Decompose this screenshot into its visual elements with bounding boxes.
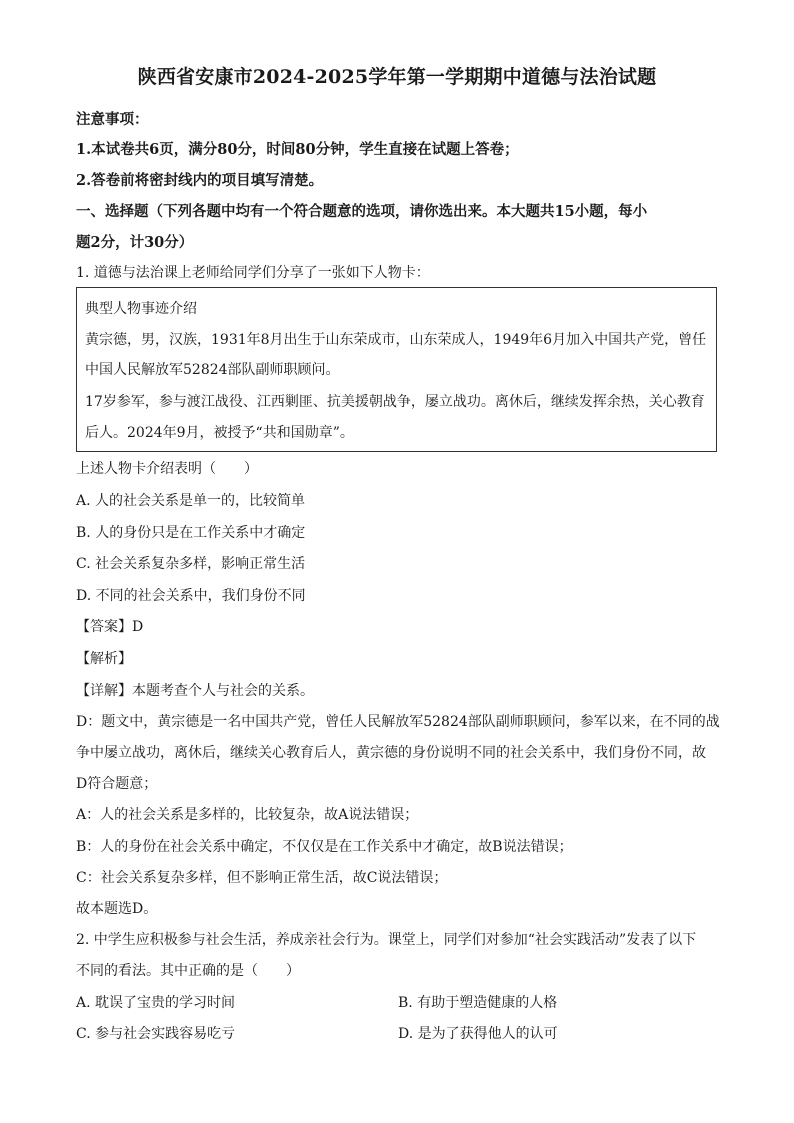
q1-detail-line: B：人的身份在社会关系中确定，不仅仅是在工作关系中才确定，故B说法错误；: [76, 839, 573, 855]
q2-option-a: A. 耽误了宝贵的学习时间: [76, 995, 236, 1011]
page-title: 陕西省安康市2024-2025学年第一学期期中道德与法治试题: [137, 66, 657, 88]
section-heading-line-1: 一、选择题（下列各题中均有一个符合题意的选项，请你选出来。本大题共15小题，每小: [76, 203, 648, 220]
card-line-4: 后人。2024年9月，被授予“共和国勋章”。: [85, 425, 354, 441]
notice-heading: 注意事项：: [76, 111, 149, 128]
q1-detail-line: 【详解】本题考查个人与社会的关系。: [76, 683, 314, 699]
q1-detail-line: 故本题选D。: [76, 901, 158, 917]
section-heading-line-2: 题2分，计30分）: [76, 234, 194, 251]
q2-stem-line-2: 不同的看法。其中正确的是（ ）: [76, 963, 300, 979]
person-card: [76, 287, 717, 452]
card-heading: 典型人物事迹介绍: [85, 301, 197, 317]
card-line-1: 黄宗德，男，汉族，1931年8月出生于山东荣成市，山东荣成人，1949年6月加入中国共产党，曾任: [85, 332, 707, 348]
q1-option-a: A. 人的社会关系是单一的，比较简单: [76, 493, 306, 509]
q1-detail-line: C：社会关系复杂多样，但不影响正常生活，故C说法错误；: [76, 870, 448, 886]
card-line-2: 中国人民解放军52824部队副师职顾问。: [85, 362, 340, 378]
q1-option-b: B. 人的身份只是在工作关系中才确定: [76, 525, 306, 541]
q2-option-b: B. 有助于塑造健康的人格: [398, 995, 558, 1011]
q1-answer: 【答案】D: [76, 619, 144, 635]
q1-detail-line: A：人的社会关系是多样的，比较复杂，故A说法错误；: [76, 807, 419, 823]
q1-detail-line: 争中屡立战功，离休后，继续关心教育后人，黄宗德的身份说明不同的社会关系中，我们身份不同，故: [76, 745, 706, 761]
notice-item-2: 2.答卷前将密封线内的项目填写清楚。: [76, 172, 324, 189]
q1-detail-line: D：题文中，黄宗德是一名中国共产党，曾任人民解放军52824部队副师职顾问，参军以来，在不同的战: [76, 714, 720, 730]
q1-option-c: C. 社会关系复杂多样，影响正常生活: [76, 556, 306, 572]
q2-option-d: D. 是为了获得他人的认可: [398, 1026, 558, 1042]
q1-analysis-label: 【解析】: [76, 651, 132, 667]
q1-detail-line: D符合题意；: [76, 776, 158, 792]
card-line-3: 17岁参军，参与渡江战役、江西剿匪、抗美援朝战争，屡立战功。离休后，继续发挥余热，关心教育: [85, 394, 705, 410]
q2-stem-line-1: 2. 中学生应积极参与社会生活，养成亲社会行为。课堂上，同学们对参加“社会实践活动”发表了以下: [76, 932, 697, 948]
q1-stem: 1. 道德与法治课上老师给同学们分享了一张如下人物卡：: [76, 265, 430, 281]
q1-question: 上述人物卡介绍表明（ ）: [76, 461, 258, 477]
q2-option-c: C. 参与社会实践容易吃亏: [76, 1026, 236, 1042]
notice-item-1: 1.本试卷共6页，满分80分，时间80分钟，学生直接在试题上答卷；: [76, 141, 519, 158]
q1-option-d: D. 不同的社会关系中，我们身份不同: [76, 588, 306, 604]
